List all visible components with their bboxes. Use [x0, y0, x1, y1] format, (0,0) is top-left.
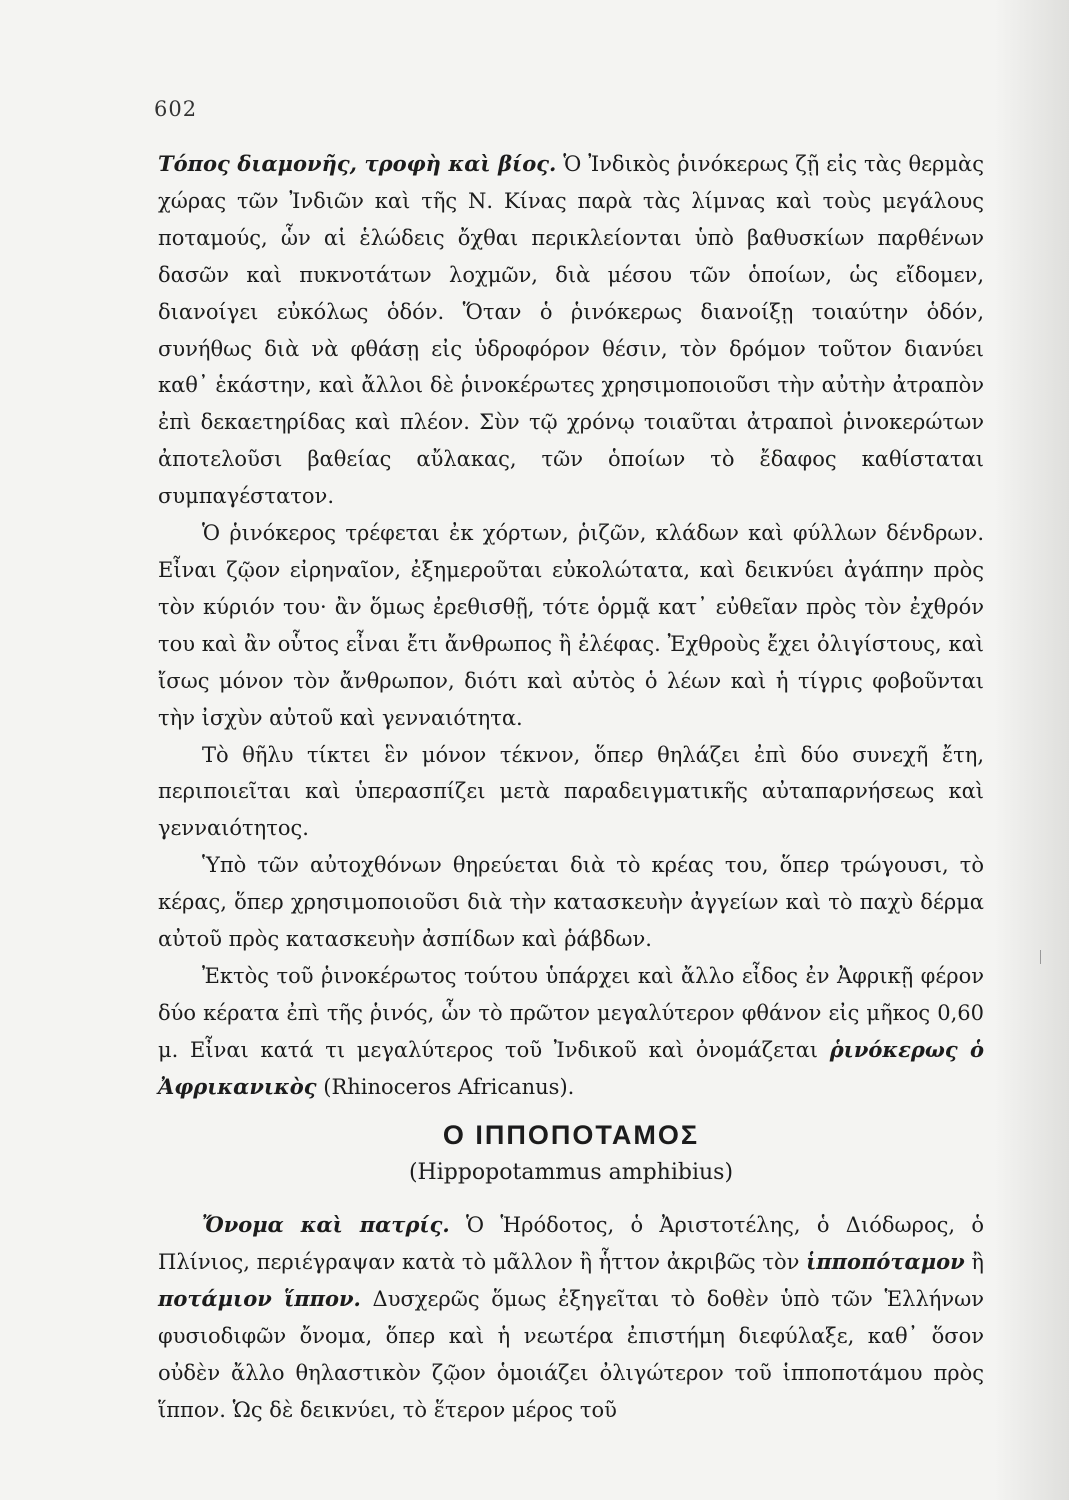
- paragraph-text: Δυσχερῶς ὅμως ἐξηγεῖται τὸ δοθὲν ὑπὸ τῶν Ἑλλήνων φυσιοδιφῶν ὄνομα, ὅπερ καὶ ἡ νεωτέρα ἐπιστήμη διεφύλαξε, καθ᾽ ὅσον οὐδὲν ἄλλο θηλαστικὸν ζῷον ὁμοιάζει ὀλιγώτερον τοῦ ἱπποποτάμου πρὸς ἵππον. Ὡς δὲ δεικνύει, τὸ ἕτερον μέρος τοῦ: [158, 1286, 984, 1422]
- paragraph-name-origin: [158, 1207, 984, 1428]
- latin-name: (Rhinoceros Africanus).: [323, 1074, 575, 1099]
- term-river-horse: ποτάμιον ἵππον.: [158, 1285, 361, 1311]
- species-name: ῥινόκερως ὁ Ἀφρικανικὸς: [158, 1036, 984, 1099]
- hippopotamus-section: [158, 1207, 984, 1428]
- paragraph-diet: Ὁ ῥινόκερος τρέφεται ἐκ χόρτων, ῥιζῶν, κλάδων καὶ φύλλων δένδρων. Εἶναι ζῷον εἰρηναῖον, ἐξημεροῦται εὐκολώτατα, καὶ δεικνύει ἀγάπην πρὸς τὸν κύριόν του· ἂν ὅμως ἐρεθισθῇ, τότε ὁρμᾷ κατ᾽ εὐθεῖαν πρὸς τὸν ἐχθρόν του καὶ ἂν οὗτος εἶναι ἔτι ἄνθρωπος ἢ ἐλέφας. Ἐχθροὺς ἔχει ὀλιγίστους, καὶ ἴσως μόνον τὸν ἄνθρωπον, διότι καὶ αὐτὸς ὁ λέων καὶ ἡ τίγρις φοβοῦνται τὴν ἰσχὺν αὐτοῦ καὶ γενναιότητα.: [158, 521, 984, 730]
- rubric-name-origin: Ὄνομα καὶ πατρίς.: [202, 1212, 450, 1237]
- rhinoceros-section: [158, 146, 984, 1106]
- paragraph-text: ἢ: [971, 1249, 984, 1274]
- section-heading: Ο ΙΠΠΟΠΟΤΑΜΟΣ: [442, 1120, 700, 1150]
- margin-mark: [1040, 950, 1041, 964]
- paragraph-text: Ὁ Ἰνδικὸς ῥινόκερως ζῇ εἰς τὰς θερμὰς χώρας τῶν Ἰνδιῶν καὶ τῆς Ν. Κίνας παρὰ τὰς λίμνας καὶ τοὺς μεγάλους ποταμούς, ὧν αἱ ἑλώδεις ὄχθαι περικλείονται ὑπὸ βαθυσκίων παρθένων δασῶν καὶ πυκνοτάτων λοχμῶν, διὰ μέσου τῶν ὁποίων, ὡς εἴδομεν, διανοίγει εὐκόλως ὁδόν. Ὅταν ὁ ῥινόκερως διανοίξῃ τοιαύτην ὁδόν, συνήθως διὰ νὰ φθάσῃ εἰς ὑδροφόρον θέσιν, τὸν δρόμον τοῦτον διανύει καθ᾽ ἑκάστην, καὶ ἄλλοι δὲ ῥινοκέρωτες χρησιμοποιοῦσι τὴν αὐτὴν ἀτραπὸν ἐπὶ δεκαετηρίδας καὶ πλέον. Σὺν τῷ χρόνῳ τοιαῦται ἀτραποὶ ῥινοκερώτων ἀποτελοῦσι βαθείας αὔλακας, τῶν ὁποίων τὸ ἔδαφος καθίσταται συμπαγέστατον.: [158, 152, 984, 509]
- rubric-habitat: Τόπος διαμονῆς, τροφὴ καὶ βίος.: [158, 151, 557, 176]
- term-hippopotamus: ἱπποπόταμον: [806, 1248, 965, 1274]
- page-number: 602: [154, 97, 198, 121]
- paragraph-text: Ἐκτὸς τοῦ ῥινοκέρωτος τούτου ὑπάρχει καὶ ἄλλο εἶδος ἐν Ἀφρικῇ φέρον δύο κέρατα ἐπὶ τῆς ῥινός, ὧν τὸ πρῶτον μεγαλύτερον φθάνον εἰς μῆκος 0,60 μ. Εἶναι κατά τι μεγαλύτερος τοῦ Ἰνδικοῦ καὶ ὀνομάζεται: [158, 963, 984, 1062]
- paragraph-offspring: Τὸ θῆλυ τίκτει ἓν μόνον τέκνον, ὅπερ θηλάζει ἐπὶ δύο συνεχῆ ἔτη, περιποιεῖται καὶ ὑπερασπίζει μετὰ παραδειγματικῆς αὐταπαρνήσεως καὶ γενναιότητος.: [158, 742, 984, 841]
- page-edge-shadow: [994, 0, 1069, 1500]
- paragraph-hunting: Ὑπὸ τῶν αὐτοχθόνων θηρεύεται διὰ τὸ κρέας του, ὅπερ τρώγουσι, τὸ κέρας, ὅπερ χρησιμοποιοῦσι διὰ τὴν κατασκευὴν ἀγγείων καὶ τὸ παχὺ δέρμα αὐτοῦ πρὸς κατασκευὴν ἀσπίδων καὶ ῥάβδων.: [158, 853, 984, 952]
- paragraph-african-species: [158, 958, 984, 1106]
- section-subtitle: (Hippopotammus amphibius): [408, 1160, 734, 1185]
- paragraph-text: Ὁ Ἡρόδοτος, ὁ Ἀριστοτέλης, ὁ Διόδωρος, ὁ Πλίνιος, περιέγραψαν κατὰ τὸ μᾶλλον ἢ ἧττον ἀκριβῶς τὸν: [158, 1213, 984, 1274]
- paragraph-habitat: [158, 146, 984, 515]
